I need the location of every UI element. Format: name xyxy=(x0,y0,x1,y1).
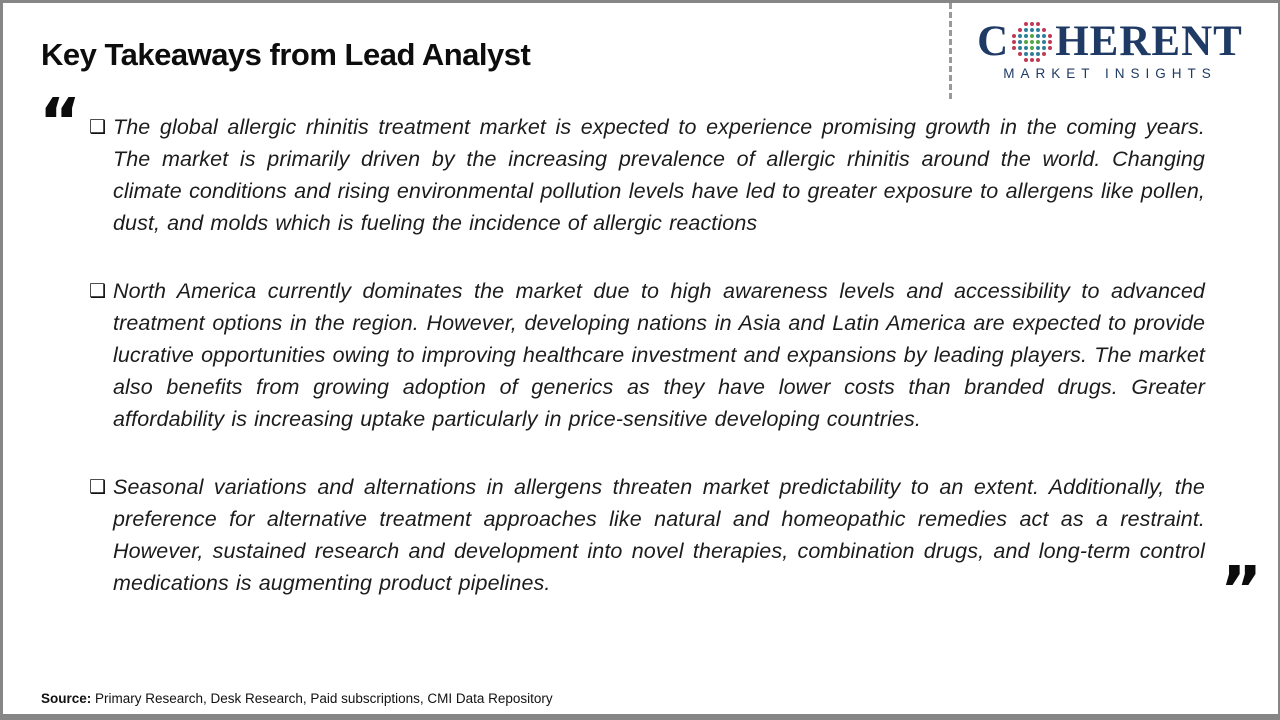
source-label: Source: xyxy=(41,691,92,706)
takeaway-paragraph xyxy=(91,275,1205,435)
analyst-takeaways xyxy=(91,111,1205,599)
takeaway-paragraph xyxy=(91,111,1205,239)
close-quote-icon: ” xyxy=(1219,554,1262,628)
square-bullet-icon: ❑ xyxy=(89,280,107,302)
takeaway-text-1: The global allergic rhinitis treatment market is expected to experience promising growth in the coming years. The market is primarily driven by the increasing prevalence of allergic rhinitis around the world. Changing climate conditions and rising environmental pollution levels have led to greater exposure to allergens like pollen, dust, and molds which is fueling the incidence of allergic reactions xyxy=(113,115,1205,235)
takeaway-text-2: North America currently dominates the market due to high awareness levels and accessibility to advanced treatment options in the region. However, developing nations in Asia and Latin America are expected to provide lucrative opportunities owing to improving healthcare investment and expansions by leading players. The market also benefits from growing adoption of generics as they have lower costs than branded drugs. Greater affordability is increasing uptake particularly in price-sensitive developing countries. xyxy=(113,279,1205,431)
source-line xyxy=(41,691,553,706)
logo-tagline: MARKET INSIGHTS xyxy=(1003,66,1217,81)
takeaway-paragraph xyxy=(91,471,1205,599)
logo-letters-rest: HERENT xyxy=(1055,17,1243,65)
logo-wordmark xyxy=(962,19,1258,63)
open-quote-icon: “ xyxy=(39,86,82,160)
takeaway-text-3: Seasonal variations and alternations in allergens threaten market predictability to an extent. Additionally, the preference for alternative treatment approaches like natural and homeopathic remedies act as a restraint. However, sustained research and development into novel therapies, combination drugs, and long-term control medications is augmenting product pipelines. xyxy=(113,475,1205,595)
globe-icon xyxy=(1010,20,1054,64)
square-bullet-icon: ❑ xyxy=(89,476,107,498)
logo-letter-c: C xyxy=(977,17,1010,65)
square-bullet-icon: ❑ xyxy=(89,116,107,138)
source-text: Primary Research, Desk Research, Paid subscriptions, CMI Data Repository xyxy=(91,691,553,706)
logo-divider xyxy=(949,3,952,99)
company-logo xyxy=(962,19,1258,81)
page-title: Key Takeaways from Lead Analyst xyxy=(41,37,531,72)
